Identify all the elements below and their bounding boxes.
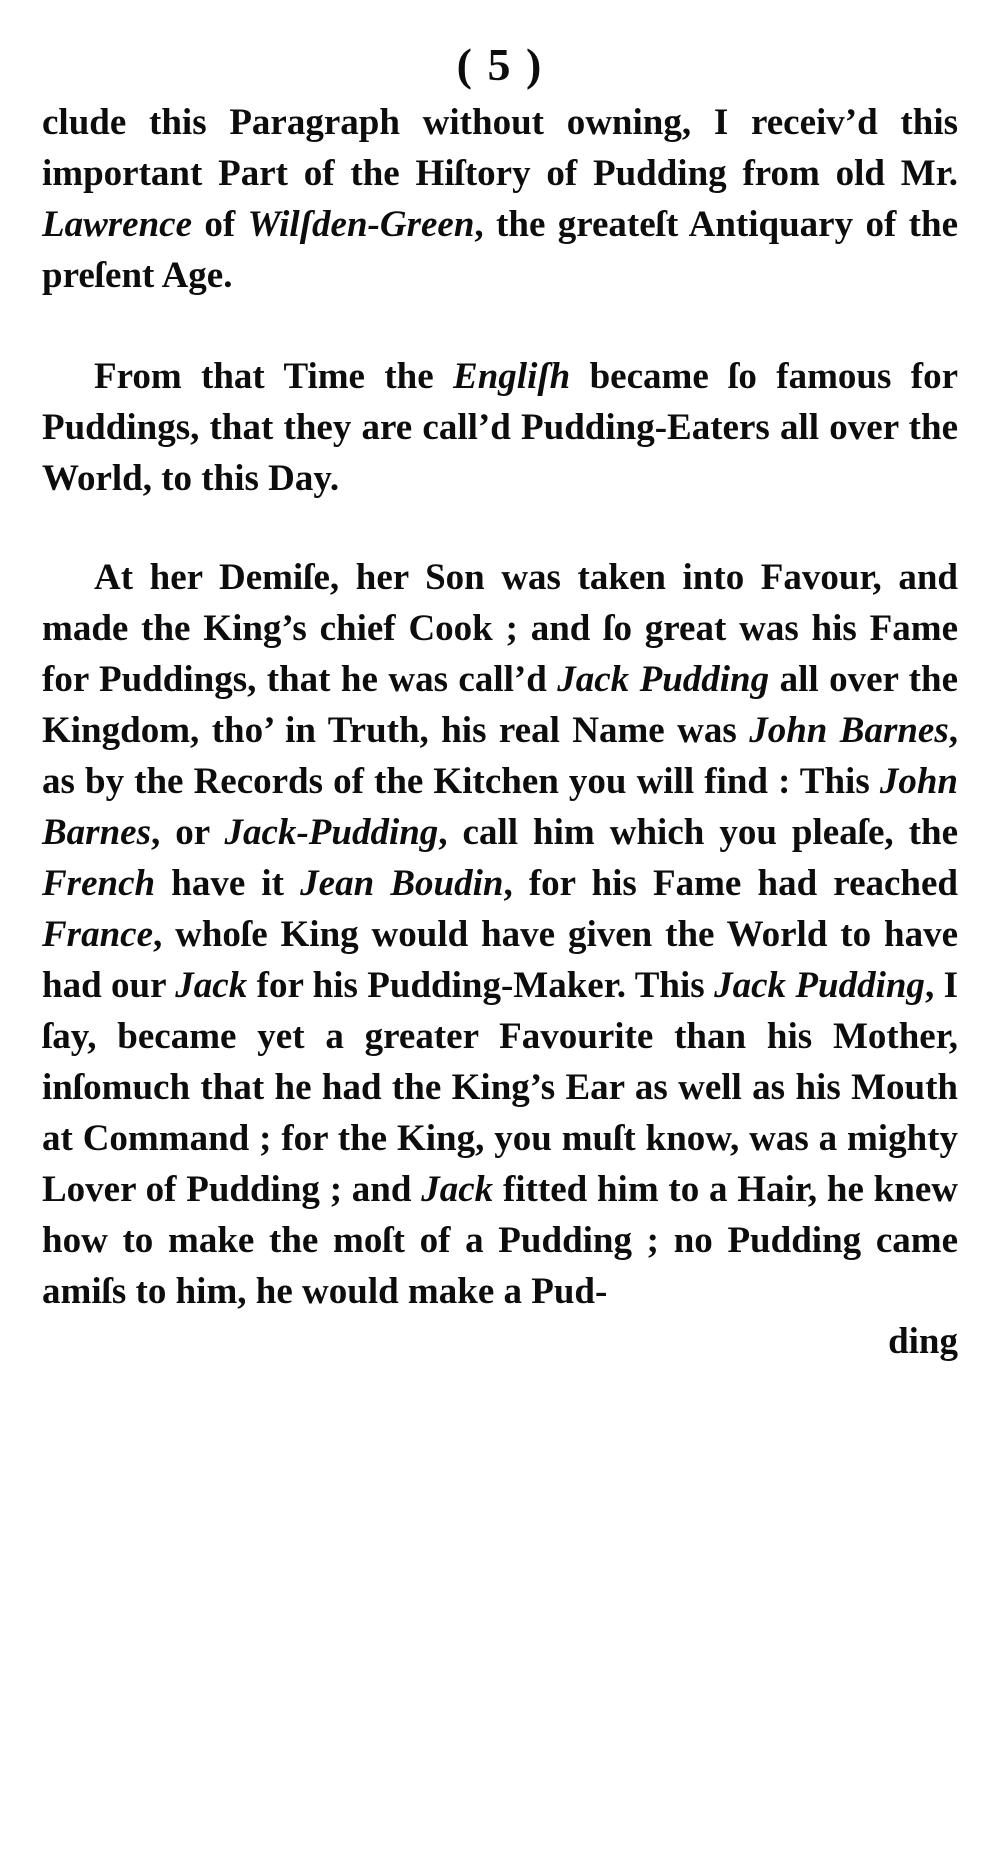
italic-run: Jean Boudin [300, 863, 504, 904]
italic-run: French [42, 863, 156, 904]
italic-run: John Barnes [749, 710, 949, 751]
page-body [42, 97, 958, 1317]
page-number: ( 5 ) [456, 39, 544, 90]
italic-run: Jack Pudding [557, 659, 770, 700]
italic-run: France [42, 914, 153, 955]
italic-run: Jack Pudding [714, 965, 925, 1006]
italic-run: Jack-Pudding [224, 812, 439, 853]
italic-run: Jack [175, 965, 248, 1006]
catchword: ding [888, 1321, 958, 1362]
paragraph-spacer-2 [42, 504, 958, 552]
italic-run: Lawrence [42, 204, 193, 245]
paragraph-3: At her Demiſe, her Son was taken into Favour, and made the King’s chief Cook ; and ſo great was his Fame for Puddings, that he was call’d Jack Pudding all over the Kingdom, tho’ in Truth, his real Name was John Barnes, as by the Records of the Kitchen you will find : This John Barnes, or Jack-Pudding, call him which you pleaſe, the French have it Jean Boudin, for his Fame had reached France, whoſe King would have given the World to have had our Jack for his Pudding-Maker. This Jack Pudding, I ſay, became yet a greater Favourite than his Mother, inſomuch that he had the King’s Ear as well as his Mouth at Command ; for the King, you muſt know, was a mighty Lover of Pudding ; and Jack fitted him to a Hair, he knew how to make the moſt of a Pudding ; no Pudding came amiſs to him, he would make a Pud- [42, 557, 958, 1312]
italic-run: Jack [421, 1169, 494, 1210]
paragraph-1: clude this Paragraph without owning, I receiv’d this important Part of the Hiſtory of Pudding from old Mr. Lawrence of Wilſden-Green, the greateſt Antiquary of the preſent Age. [42, 102, 958, 296]
italic-run: John Barnes [42, 761, 958, 853]
paragraph-spacer-1 [42, 301, 958, 351]
italic-run: Engliſh [453, 356, 571, 397]
paragraph-2: From that Time the Engliſh became ſo famous for Puddings, that they are call’d Pudding-Eaters all over the World, to this Day. [42, 356, 958, 499]
italic-run: Wilſden-Green [247, 204, 475, 245]
